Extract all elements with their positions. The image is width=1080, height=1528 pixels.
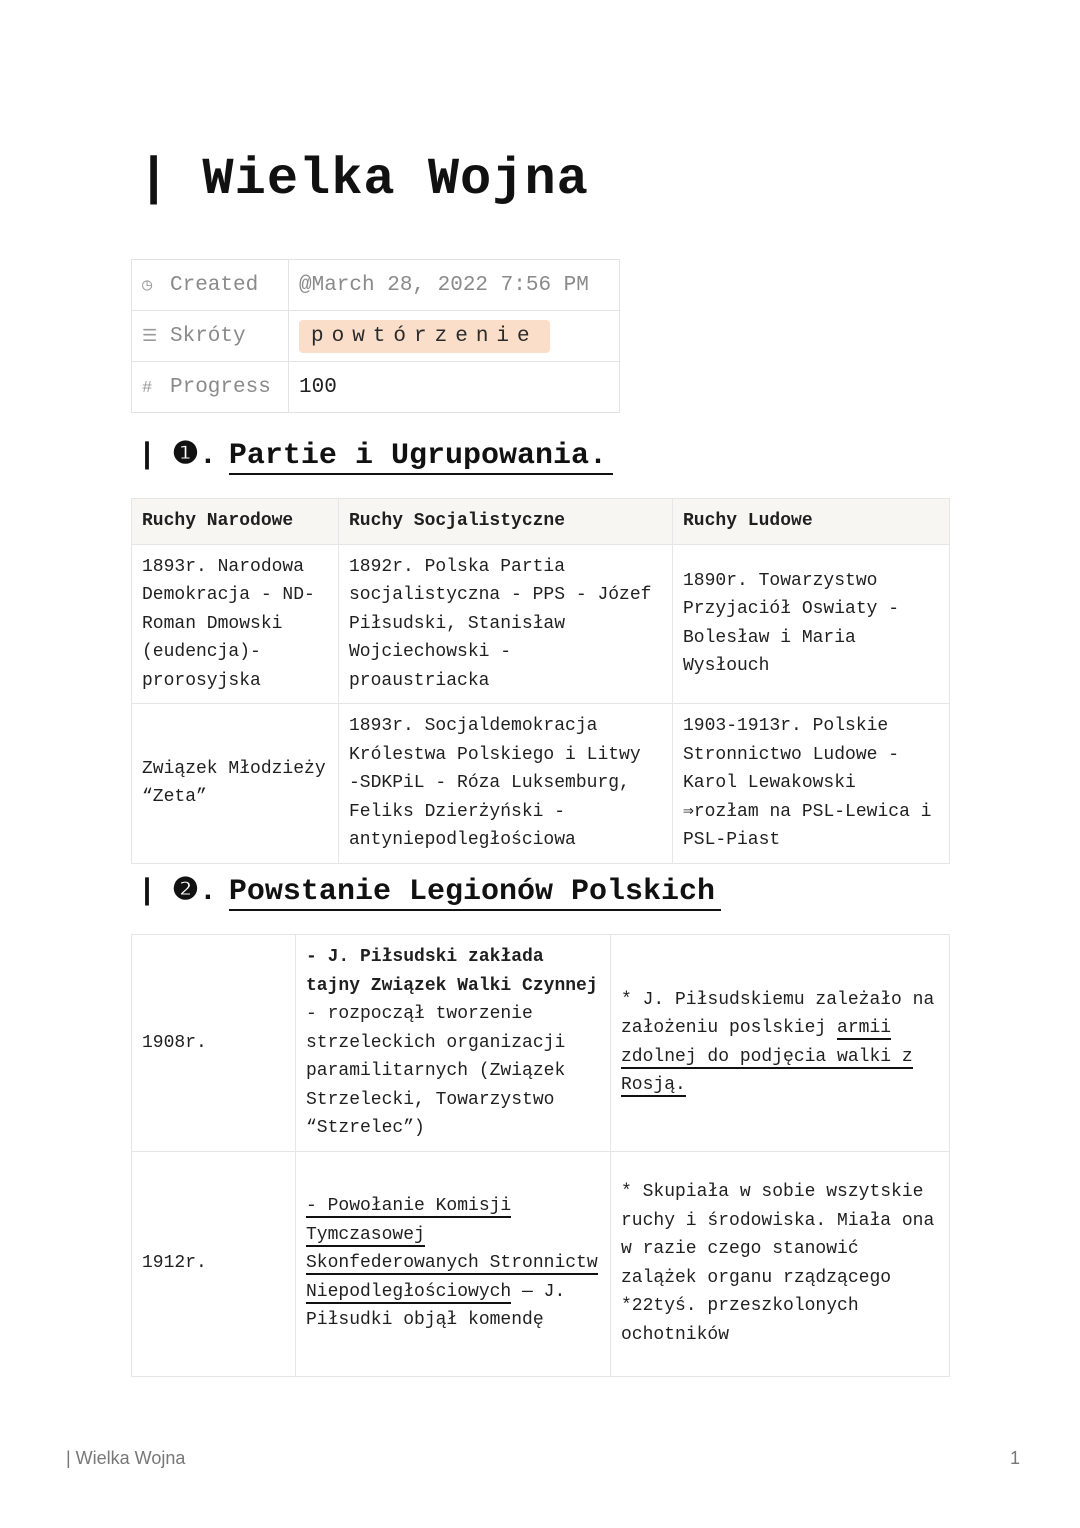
event-text: — J. Piłsudki objął komendę — [306, 1281, 566, 1331]
property-label: Created — [170, 273, 259, 297]
column-header: Ruchy Narodowe — [132, 499, 339, 545]
section-heading — [138, 872, 721, 909]
property-skroty — [132, 311, 620, 362]
property-label: Skróty — [170, 324, 246, 348]
property-value[interactable]: 100 — [289, 362, 620, 413]
event-cell — [296, 1151, 611, 1376]
table-fade — [120, 1380, 960, 1404]
year-cell: 1912r. — [132, 1151, 296, 1376]
property-value[interactable] — [289, 311, 620, 362]
legions-table — [131, 934, 950, 1377]
note-cell — [611, 935, 950, 1152]
underlined-text: - Powołanie Komisji Tymczasowej Skonfederowanych Stronnictw Niepodległościowych — [306, 1196, 598, 1302]
table-row — [132, 704, 950, 864]
table-cell: 1893r. Narodowa Demokracja - ND- Roman Dmowski (eudencja)- prorosyjska — [132, 544, 339, 704]
heading-bar: | — [138, 875, 157, 909]
property-key — [132, 311, 289, 362]
tag-badge[interactable]: powtórzenie — [299, 320, 550, 353]
table-cell: 1893r. Socjaldemokracja Królestwa Polskiego i Litwy -SDKPiL - Róza Luksemburg, Feliks Dzierżyński - antyniepodległościowa — [339, 704, 673, 864]
list-icon: ☰ — [142, 327, 158, 347]
underlined-text: armii zdolnej do podjęcia walki z Rosją. — [621, 1018, 913, 1096]
column-header: Ruchy Ludowe — [673, 499, 950, 545]
table-row — [132, 935, 950, 1152]
number-badge-icon: ❷. — [172, 875, 217, 909]
column-header: Ruchy Socjalistyczne — [339, 499, 673, 545]
table-cell: 1890r. Towarzystwo Przyjaciół Oswiaty - Bolesław i Maria Wysłouch — [673, 544, 950, 704]
event-cell — [296, 935, 611, 1152]
property-progress — [132, 362, 620, 413]
table-row — [132, 544, 950, 704]
hash-icon: # — [142, 378, 153, 398]
event-text: - rozpoczął tworzenie strzeleckich organizacji paramilitarnych (Związek Strzelecki, Towarzystwo “Stzrelec”) — [306, 1004, 566, 1138]
year-cell: 1908r. — [132, 935, 296, 1152]
properties-table — [131, 259, 620, 413]
table-header-row — [132, 499, 950, 545]
property-value[interactable]: @March 28, 2022 7:56 PM — [289, 260, 620, 311]
property-key — [132, 260, 289, 311]
heading-bar: | — [138, 439, 157, 473]
note-text: * J. Piłsudskiemu zależało na założeniu poslskiej — [621, 989, 935, 1039]
table-cell: 1892r. Polska Partia socjalistyczna - PPS - Józef Piłsudski, Stanisław Wojciechowski - proaustriacka — [339, 544, 673, 704]
table-cell: Związek Młodzieży “Zeta” — [132, 704, 339, 864]
clock-icon: ◷ — [142, 276, 153, 296]
section-title: Partie i Ugrupowania. — [229, 439, 613, 475]
page-title: | Wielka Wojna — [138, 150, 589, 209]
property-created — [132, 260, 620, 311]
property-label: Progress — [170, 375, 271, 399]
parties-table — [131, 498, 950, 864]
table-row — [132, 1151, 950, 1376]
property-key — [132, 362, 289, 413]
note-cell: * Skupiała w sobie wszytskie ruchy i środowiska. Miała ona w razie czego stanowić zalążek organu rządzącego *22tyś. przeszkolonych ochotników — [611, 1151, 950, 1376]
bold-text: - J. Piłsudski zakłada tajny Związek Walki Czynnej — [306, 947, 598, 996]
section-heading — [138, 436, 613, 473]
table-cell: 1903-1913r. Polskie Stronnictwo Ludowe - Karol Lewakowski ⇒rozłam na PSL-Lewica i PSL-Piast — [673, 704, 950, 864]
page-number: 1 — [1009, 1448, 1020, 1468]
section-title: Powstanie Legionów Polskich — [229, 875, 721, 911]
number-badge-icon: ❶. — [172, 439, 217, 473]
footer-title: | Wielka Wojna — [66, 1448, 186, 1468]
